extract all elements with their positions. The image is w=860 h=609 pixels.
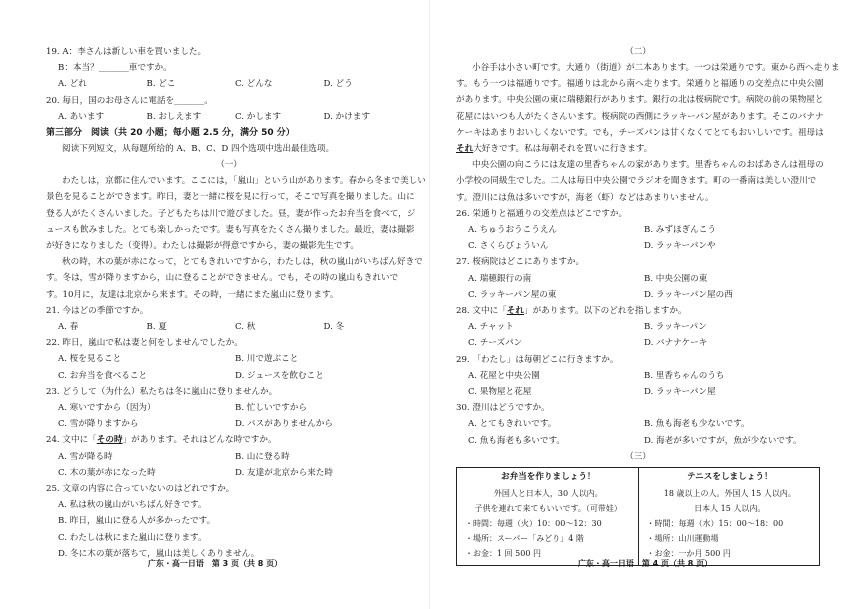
section-1-heading: （一）	[216, 160, 242, 171]
passage-line: 中央公園の向こうには友達の里香ちゃんの家があります。里香ちゃんのおばあさんは祖母の	[472, 160, 824, 171]
notice-line: 子供を連れて来てもいいです。（可带娃）	[474, 503, 622, 513]
passage-1	[46, 173, 426, 303]
section-2-heading: （二）	[625, 47, 651, 57]
option: C. さくらびょういん	[468, 241, 549, 252]
question-30-stem: 30. 澄川はどうですか。	[456, 403, 550, 414]
notice-line: ・場所：山川運動場	[646, 533, 719, 543]
option: B. 夏	[146, 322, 167, 333]
question-20-stem: 20. 毎日，国のお母さんに電話を_______。	[46, 95, 213, 106]
passage-line: す。もう一つは福通りです。福通りは北から南へ走ります。栄通りと福通りの交差点に中央公園	[456, 79, 824, 90]
passage-line: す。澄川には魚は多いですが，海老（虾）などはあまりいません。	[456, 192, 714, 203]
option: C. チーズパン	[468, 338, 523, 349]
option: C. 雪が降りますから	[58, 419, 139, 430]
passage-line: ュースも飲みました。とても楽しかったです。妻も写真をたくさん撮りました。最近，妻は撮影	[46, 224, 415, 235]
page-footer: 广东・高一日语 第 3 页（共 8 页）	[147, 559, 283, 568]
option: D. ラッキーパンや	[644, 241, 716, 252]
option: C. お弁当を食べること	[58, 370, 148, 381]
question-25-option-a	[46, 497, 412, 513]
option: D. バナナケーキ	[644, 338, 708, 349]
option: D. ラッキーパン屋	[644, 387, 716, 398]
question-21-options	[46, 319, 412, 335]
question-19-stem: 19. A：李さんは新しい車を買いました。	[46, 47, 207, 57]
passage-line: わたしは，京都に住んでいます。ここには，「嵐山」という山があります。春から冬まで美しい	[62, 176, 426, 187]
option: B. ラッキーパン	[644, 322, 707, 333]
emphasized-word: それ	[456, 144, 474, 155]
passage-line: 小谷手は小さい町です。大通り（街道）が二本あります。一つは栄通りです。東から西へ走りま	[472, 63, 840, 73]
question-23-options-row2	[46, 416, 412, 432]
question-27-stem: 27. 桜病院はどこにありますか。	[456, 257, 585, 268]
question-29-stem: 29. 「わたし」は毎朝どこに行きますか。	[456, 354, 619, 365]
option: A. 花屋と中央公園	[468, 370, 540, 381]
option: D. どう	[323, 79, 353, 90]
option: C. 秋	[235, 322, 256, 333]
passage-line: ケーキはあまりおいしくないです。でも，チーズパンは甘くなくてとてもおいしいです。祖母は	[456, 127, 824, 138]
passage-line: 花屋にはいつも人がたくさんいます。桜病院の西側にラッキーパン屋があります。そこのバナナ	[456, 111, 824, 122]
option: A. 瑞穂銀行の南	[468, 273, 532, 284]
question-25-stem: 25. 文章の内容に合っていないのはどれですか。	[46, 484, 235, 495]
question-28-options-row2	[456, 335, 820, 351]
question-26-stem: 26. 栄通りと福通りの交差点はどこですか。	[456, 208, 628, 219]
option: C. わたしは秋にまた嵐山に登ります。	[58, 532, 207, 543]
question-23-options	[46, 400, 412, 416]
stem-text: 24. 文中に「	[46, 435, 97, 446]
passage-line: があります。中央公園の東に瑞穂銀行があります。銀行の北は桜病院です。病院の前の果物屋と	[456, 95, 824, 106]
notice-bento	[457, 468, 638, 565]
passage-line: 秋の時，木の葉が赤になって，とてもきれいですから，わたしは，秋の嵐山がいちばん好きで	[62, 257, 423, 268]
question-19-line-b: B：本当？_______車ですか。	[58, 63, 172, 74]
notice-board	[456, 467, 820, 566]
option: B. 魚も海老も少ないです。	[644, 419, 750, 430]
option: A. あいます	[58, 111, 105, 122]
option: B. 川で遊ぶこと	[235, 354, 299, 365]
notice-line: ・場所：スーパー「みどり」4 階	[465, 533, 584, 543]
option: A. どれ	[58, 79, 87, 90]
option: C. ラッキーパン屋の東	[468, 289, 557, 300]
question-22-stem: 22. 昨日，嵐山で私は妻と何をしませんでしたか。	[46, 338, 243, 349]
part-3-heading: 第三部分 阅读（共 20 小题；每小题 2.5 分，满分 50 分）	[46, 128, 295, 139]
passage-line: す。10月に，友達は北京から来ます。その時，一緒にまた嵐山に登ります。	[46, 289, 339, 300]
notice-line: ・お金：1 回 500 円	[465, 548, 541, 558]
passage-line: 登る人がたくさんいました。子どもたちは川で遊びました。昼，妻が作ったお弁当を食べて，ジ	[46, 208, 416, 219]
option: B. おしえます	[146, 111, 202, 122]
option: B. どこ	[146, 79, 176, 90]
option: D. 冬	[323, 322, 345, 333]
question-30-options-row2	[456, 433, 820, 449]
stem-text: 」があります。それはどんな時ですか。	[122, 435, 277, 446]
option: A. 春	[58, 322, 79, 333]
passage-line	[456, 141, 820, 157]
question-27-options	[456, 271, 820, 287]
question-29-options	[456, 368, 820, 384]
question-22-options-row2	[46, 368, 412, 384]
notice-line: ・時間：毎週（水）15：00〜18：00	[646, 518, 784, 528]
question-29-options-row2	[456, 384, 820, 400]
option: B. 昨日，嵐山に登る人が多かったです。	[58, 516, 216, 527]
option: D. 海老が多いですが，魚が少ないです。	[644, 435, 802, 446]
emphasized-phrase: それ	[506, 306, 524, 317]
reading-instructions: 阅读下列短文，从每题所给的 A、B、C、D 四个选项中选出最佳选项。	[62, 144, 335, 155]
section-3-heading: （三）	[625, 451, 651, 462]
option: A. 桜を見ること	[58, 354, 122, 365]
option: B. 山に登る時	[235, 451, 290, 462]
stem-text: 」があります。以下のどれを指しますか。	[523, 306, 687, 317]
option: D. ジュースを飲むこと	[235, 370, 324, 381]
question-21-stem: 21. 今はどの季節ですか。	[46, 305, 149, 316]
passage-line: す。冬は，雪が降りますから，山に登ることができません。でも，その時の嵐山もきれいで	[46, 273, 399, 284]
question-23-stem: 23. どうして（为什么）私たちは冬に嵐山に登りませんか。	[46, 386, 278, 397]
passage-2	[456, 60, 840, 206]
question-25-option-c	[46, 530, 412, 546]
option: D. 冬に木の葉が落ちて，嵐山は美しくありません。	[58, 548, 260, 559]
option: C. 果物屋と花屋	[468, 387, 532, 398]
emphasized-phrase: その時	[96, 435, 123, 446]
question-25-option-b	[46, 513, 412, 529]
question-24-options	[46, 449, 412, 465]
passage-text: 大好きです。私は毎朝それを買いに行きます。	[473, 144, 653, 155]
passage-line: 小学校の同級生でした。二人は毎日中央公園でラジオを聞きます。町の一番南は美しい澄川で	[456, 176, 817, 187]
stem-text: 28. 文中に「	[456, 306, 507, 317]
option: A. 雪が降る時	[58, 451, 113, 462]
question-28-stem	[456, 303, 820, 319]
question-24-stem	[46, 432, 412, 448]
option: B. 里香ちゃんのうち	[644, 370, 725, 381]
passage-line: が好きになりました（变得）。わたしは撮影が得意ですから，妻の撮影先生です。	[46, 241, 359, 252]
question-20-options	[46, 109, 412, 125]
option: A. ちゅうおうこうえん	[468, 225, 558, 236]
question-19-options	[46, 76, 412, 92]
notice-tennis	[638, 468, 820, 565]
option: D. かけます	[323, 111, 370, 122]
option: C. 木の葉が赤になった時	[58, 467, 156, 478]
option: C. 魚も海老も多いです。	[468, 435, 565, 446]
option: A. 寒いですから（因为）	[58, 403, 156, 414]
notice-line: 外国人と日本人，30 人以内。	[493, 488, 603, 498]
notice-line: ・時間：毎週（火）10：00〜12：30	[465, 518, 602, 528]
option: A. とてもきれいです。	[468, 419, 557, 430]
notice-line: ・お金：一か月 500 円	[646, 548, 731, 558]
question-22-options	[46, 351, 412, 367]
page-footer: 广东・高一日语 第 4 页（共 8 页）	[577, 559, 713, 568]
notice-title: お弁当を作りましょう！	[500, 471, 596, 482]
option: B. みずほぎんこう	[644, 225, 716, 236]
option: D. バスがありませんから	[235, 419, 333, 430]
option: B. 忙しいですから	[235, 403, 307, 414]
notice-title: テニスをしましょう！	[686, 471, 773, 482]
option: A. 私は秋の嵐山がいちばん好きです。	[58, 500, 207, 511]
passage-line: 景色を見ることができます。昨日，妻と一緒に桜を見に行って，そこで写真を撮りました。山に	[46, 192, 415, 203]
option: D. ラッキーパン屋の西	[644, 289, 733, 300]
question-24-options-row2	[46, 465, 412, 481]
option: C. かします	[235, 111, 282, 122]
option: D. 友達が北京から来た時	[235, 467, 333, 478]
notice-line: 18 歳以上の人。外国人 15 人以内。	[663, 488, 796, 498]
option: C. どんな	[235, 79, 273, 90]
option: A. チャット	[468, 322, 514, 333]
option: B. 中央公園の東	[644, 273, 708, 284]
question-28-options	[456, 319, 820, 335]
notice-line: 日本人 15 人以内。	[694, 503, 766, 513]
question-26-options-row2	[456, 238, 820, 254]
question-26-options	[456, 222, 820, 238]
page-4	[430, 0, 860, 609]
question-27-options-row2	[456, 287, 820, 303]
question-30-options	[456, 416, 820, 432]
